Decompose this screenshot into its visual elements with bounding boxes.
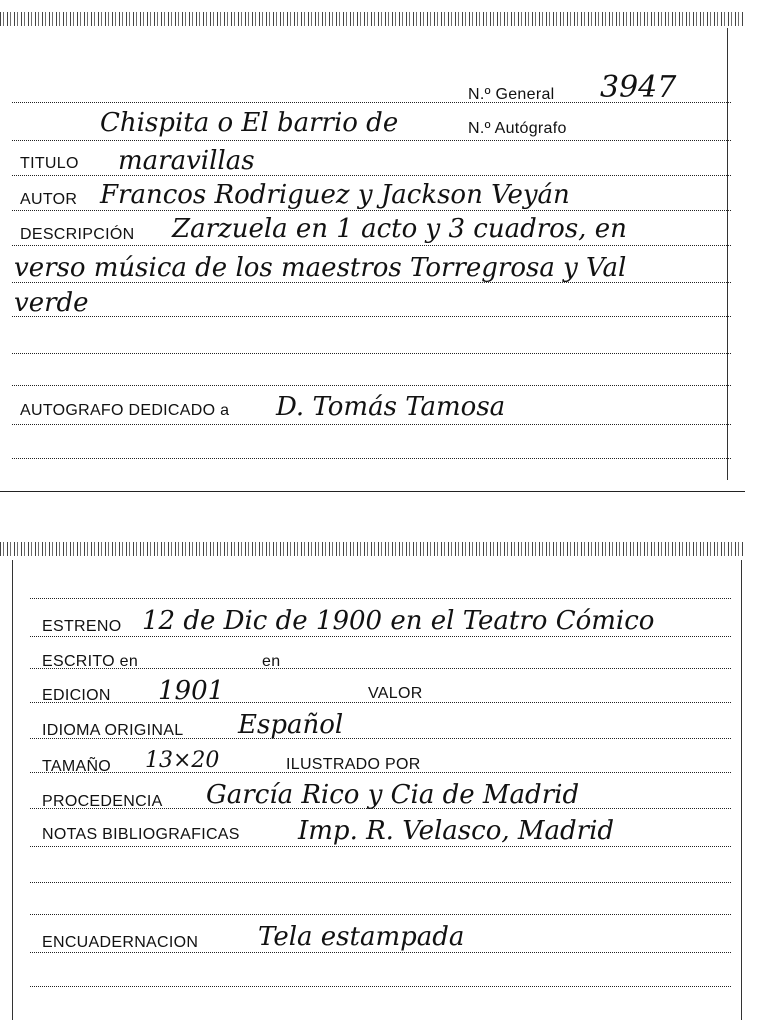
card-torn-edge xyxy=(0,12,745,26)
ruled-line xyxy=(12,210,731,211)
ruled-line xyxy=(30,914,731,915)
estreno-value: 12 de Dic de 1900 en el Teatro Cómico xyxy=(142,606,655,636)
card-left-border xyxy=(12,560,13,1020)
ruled-line xyxy=(30,702,731,703)
edicion-label: EDICION xyxy=(42,687,111,704)
ruled-line xyxy=(12,282,731,283)
encuadernacion-label: ENCUADERNACION xyxy=(42,934,199,951)
notas-bibliograficas-value: Imp. R. Velasco, Madrid xyxy=(298,816,615,846)
ruled-line xyxy=(30,986,731,987)
ruled-line xyxy=(12,458,731,459)
ruled-line xyxy=(30,772,731,773)
card-right-border xyxy=(727,28,728,480)
idioma-original-label: IDIOMA ORIGINAL xyxy=(42,722,184,739)
ruled-line xyxy=(12,385,731,386)
ruled-line xyxy=(12,245,731,246)
idioma-original-value: Español xyxy=(238,710,344,740)
descripcion-label: DESCRIPCIÓN xyxy=(20,226,135,243)
descripcion-line1: Zarzuela en 1 acto y 3 cuadros, en xyxy=(172,214,627,244)
titulo-handwritten-line1: Chispita o El barrio de xyxy=(100,108,399,138)
edicion-value: 1901 xyxy=(158,676,225,706)
autografo-dedicado-value: D. Tomás Tamosa xyxy=(276,392,506,422)
ruled-line xyxy=(30,808,731,809)
card-bottom-border xyxy=(0,491,745,492)
notas-bibliograficas-label: NOTAS BIBLIOGRAFICAS xyxy=(42,826,240,843)
ruled-line xyxy=(12,424,731,425)
ruled-line xyxy=(30,636,731,637)
autor-value: Francos Rodriguez y Jackson Veyán xyxy=(100,180,570,210)
ruled-line xyxy=(30,952,731,953)
descripcion-line3: verde xyxy=(14,288,89,318)
ilustrado-por-label: ILUSTRADO POR xyxy=(286,756,421,773)
valor-label: VALOR xyxy=(368,685,423,702)
numero-autografo-label: N.º Autógrafo xyxy=(468,120,567,137)
ruled-line xyxy=(30,738,731,739)
escrito-label: ESCRITO en xyxy=(42,653,139,670)
escrito-en-label: en xyxy=(262,653,281,670)
catalog-card-bottom xyxy=(0,540,745,1028)
titulo-handwritten-line2: maravillas xyxy=(118,146,255,176)
titulo-label: TITULO xyxy=(20,155,79,172)
tamano-label: TAMAÑO xyxy=(42,758,112,775)
tamano-value: 13×20 xyxy=(145,748,220,773)
numero-general-label: N.º General xyxy=(468,86,555,103)
ruled-line xyxy=(12,316,731,317)
procedencia-value: García Rico y Cia de Madrid xyxy=(206,780,580,810)
card-right-border xyxy=(741,560,742,1020)
estreno-label: ESTRENO xyxy=(42,618,122,635)
card-torn-edge xyxy=(0,542,745,556)
autografo-dedicado-label: AUTOGRAFO DEDICADO a xyxy=(20,402,230,419)
procedencia-label: PROCEDENCIA xyxy=(42,793,163,810)
descripcion-line2: verso música de los maestros Torregrosa y Val xyxy=(14,253,627,283)
ruled-line xyxy=(30,668,731,669)
ruled-line xyxy=(12,140,731,141)
ruled-line xyxy=(30,882,731,883)
ruled-line xyxy=(30,598,731,599)
ruled-line xyxy=(12,102,731,103)
encuadernacion-value: Tela estampada xyxy=(258,922,465,952)
ruled-line xyxy=(30,846,731,847)
ruled-line xyxy=(12,353,731,354)
autor-label: AUTOR xyxy=(20,191,78,208)
ruled-line xyxy=(12,175,731,176)
catalog-card-top xyxy=(0,0,745,492)
numero-general-value: 3947 xyxy=(600,70,677,105)
